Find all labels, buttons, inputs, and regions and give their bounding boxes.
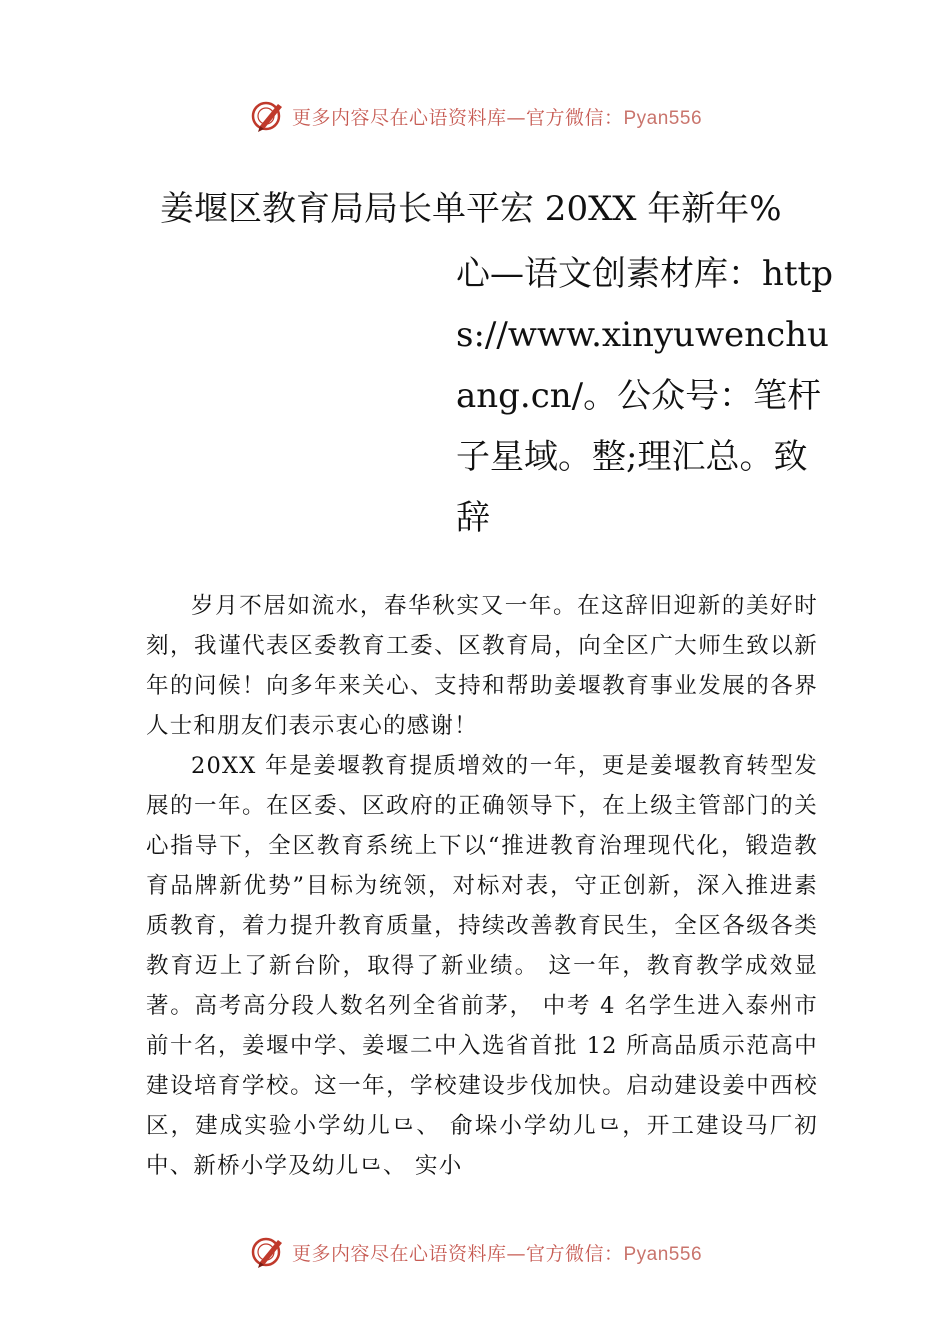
footer-wechat-id: Pyan556	[623, 1243, 703, 1265]
header-banner	[0, 96, 950, 136]
paragraph-1: 岁月不居如流水，春华秋实又一年。在这辞旧迎新的美好时刻，我谨代表区委教育工委、区教育局，向全区广大师生致以新年的问候！向多年来关心、支持和帮助姜堰教育事业发展的各界人士和朋友们表示衷心的感谢！	[146, 593, 818, 739]
document-title: 姜堰区教育局局长单平宏 20XX 年新年%	[160, 189, 782, 229]
header-wechat-id: Pyan556	[623, 107, 703, 129]
header-banner-text: 更多内容尽在心语资料库—官方微信：Pyan556	[291, 106, 703, 129]
paragraph-2: 20XX 年是姜堰教育提质增效的一年，更是姜堰教育转型发展的一年。在区委、区政府的正确领导下，在上级主管部门的关心指导下，全区教育系统上下以“推进教育治理现代化，锻造教育品牌新优势”目标为统领，对标对表，守正创新，深入推进素质教育，着力提升教育质量，持续改善教育民生，全区各级各类教育迈上了新台阶，取得了新业绩。 这一年，教育教学成效显著。高考高分段人数名列全省前茅， 中考 4 名学生进入泰州市前十名，姜堰中学、姜堰二中入选省首批 12 所高品质示范高中建设培育学校。这一年，学校建设步伐加快。启动建设姜中西校区，建成实验小学幼儿⺋、 俞垛小学幼儿⺋，开工建设马厂初中、新桥小学及幼儿⺋、 实小	[146, 753, 818, 1179]
footer-banner	[0, 1232, 950, 1272]
document-body	[146, 586, 818, 1186]
document-title-continuation: 心—语文创素材库：https://www.xinyuwenchuang.cn/。公众号：笔杆子星域。整;理汇总。致辞	[456, 254, 833, 538]
pen-logo-icon	[248, 1232, 288, 1272]
footer-banner-text: 更多内容尽在心语资料库—官方微信：Pyan556	[291, 1242, 703, 1265]
pen-logo-icon	[248, 96, 288, 136]
